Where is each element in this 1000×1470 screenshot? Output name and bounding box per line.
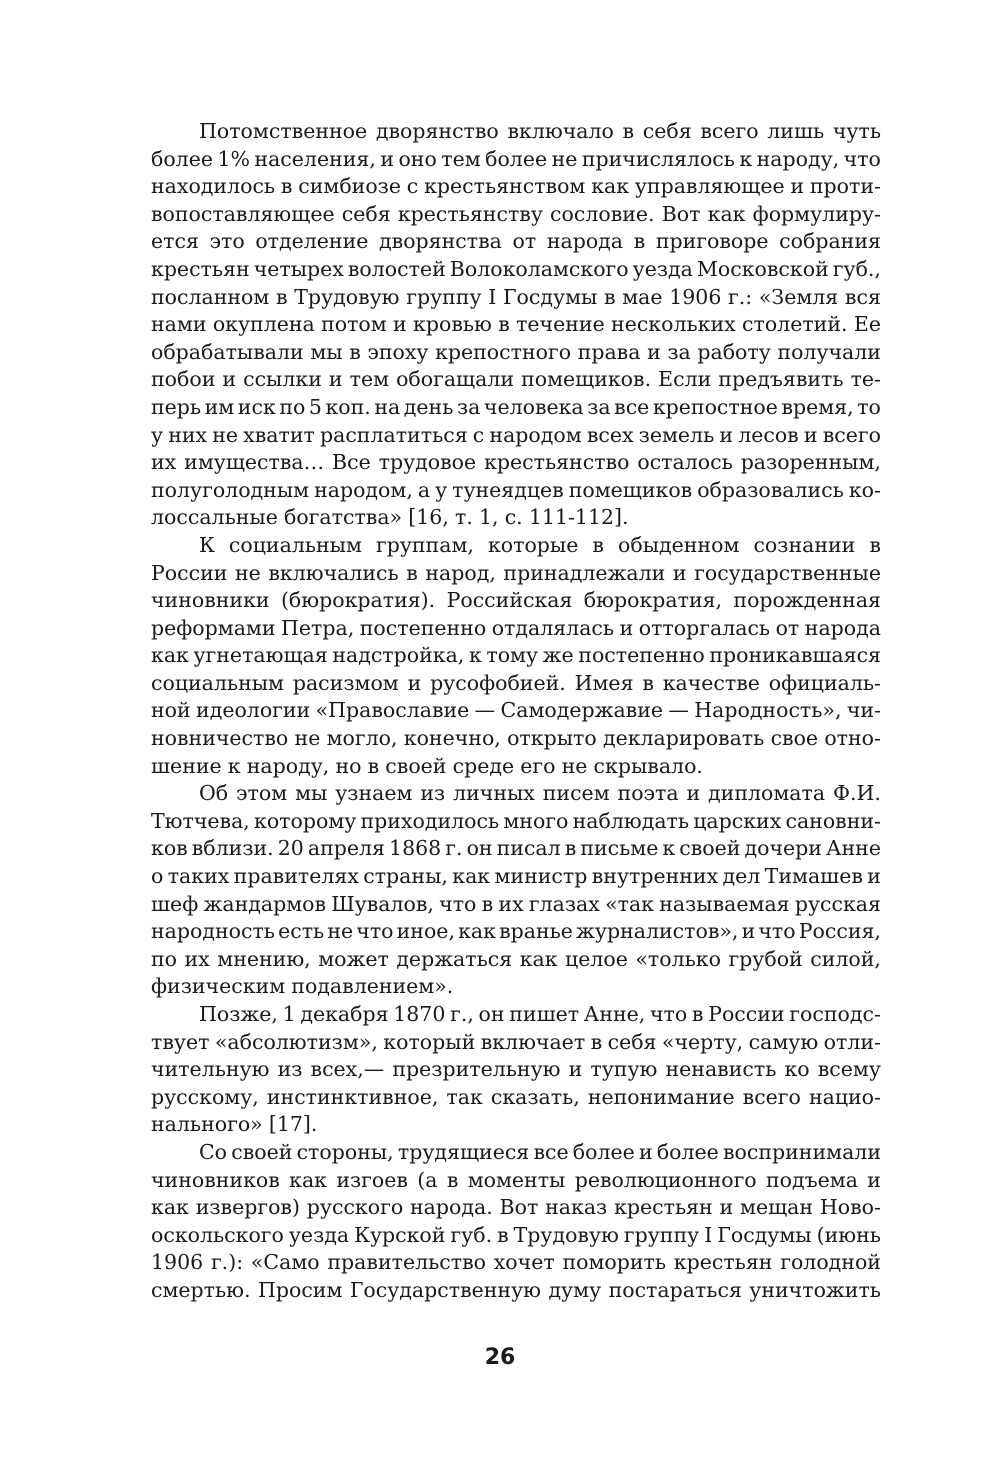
text-line: новничество не могло, конечно, открыто декларировать свое отно- [151,726,881,751]
text-line: физическим подавлением». [151,974,454,999]
text-line: чительную из всех,— презрительную и тупую ненависть ко всему [151,1057,881,1082]
text-line: России не включались в народ, принадлежали и государственные [151,560,881,585]
text-line: посланном в Трудовую группу I Госдумы в мае 1906 г.: «Земля вся [151,284,881,309]
text-line: находилось в симбиозе с крестьянством как управляющее и проти- [151,174,881,199]
text-line: чиновники (бюрократия). Российская бюрократия, порожденная [151,588,881,613]
text-line: Со своей стороны, трудящиеся все более и более воспринимали [199,1139,881,1164]
paragraph [151,1139,881,1305]
paragraph [151,118,881,532]
text-line: перь им иск по 5 коп. на день за человека за все крепостное время, то [151,394,881,419]
text-line: реформами Петра, постепенно отдалялась и отторгалась от народа [151,615,881,640]
paragraph [151,780,881,1001]
text-line: лоссальные богатства» [16, т. 1, с. 111-112]. [151,505,629,530]
text-line: 1906 г.): «Само правительство хочет поморить крестьян голодной [151,1250,881,1275]
text-line: крестьян четырех волостей Волоколамского уезда Московской губ., [151,256,881,281]
text-line: их имущества… Все трудовое крестьянство осталось разоренным, [151,450,881,475]
text-line: нами окуплена потом и кровью в течение нескольких столетий. Ее [151,312,881,337]
text-line: шение к народу, но в своей среде его не скрывало. [151,753,703,778]
text-line: твует «абсолютизм», который включает в себя «черту, самую отли- [151,1029,881,1054]
text-line: чиновников как изгоев (а в моменты революционного подъема и [151,1167,881,1192]
text-line: социальным расизмом и русофобией. Имея в качестве официаль- [151,670,881,695]
text-line: ков вблизи. 20 апреля 1868 г. он писал в письме к своей дочери Анне [151,836,881,861]
text-line: нального» [17]. [151,1112,318,1137]
text-line: Тютчева, которому приходилось много наблюдать царских сановни- [151,808,881,833]
body-text [151,118,881,1305]
text-line: русскому, инстинктивное, так сказать, непонимание всего нацио- [151,1084,881,1109]
text-line: смертью. Просим Государственную думу постараться уничтожить [151,1277,881,1302]
text-line: как угнетающая надстройка, к тому же постепенно проникавшаяся [151,643,881,668]
text-line: у них не хватит расплатиться с народом всех земель и лесов и всего [151,422,881,447]
text-line: обрабатывали мы в эпоху крепостного права и за работу получали [151,339,881,364]
text-line: побои и ссылки и тем обогащали помещиков. Если предъявить те- [151,367,881,392]
text-line: по их мнению, может держаться как целое «только грубой силой, [151,946,881,971]
paragraph [151,1001,881,1139]
text-line: вопоставляющее себя крестьянству сословие. Вот как формулиру- [151,201,881,226]
text-line: ется это отделение дворянства от народа в приговоре собрания [151,229,881,254]
text-line: Потомственное дворянство включало в себя всего лишь чуть [199,119,881,143]
text-line: К социальным группам, которые в обыденном сознании в [199,532,881,557]
text-line: народность есть не что иное, как вранье журналистов», и что Россия, [151,919,881,944]
paragraph [151,532,881,780]
text-line: о таких правителях страны, как министр внутренних дел Тимашев и [151,864,881,889]
text-line: оскольского уезда Курской губ. в Трудовую группу I Госдумы (июнь [151,1222,881,1247]
text-line: Позже, 1 декабря 1870 г., он пишет Анне, что в России господс- [199,1002,881,1026]
text-line: ной идеологии «Православие — Самодержавие — Народность», чи- [151,698,881,723]
text-line: шеф жандармов Шувалов, что в их глазах «так называемая русская [151,891,881,916]
page-number: 26 [484,1345,516,1370]
text-line: полуголодным народом, а у тунеядцев помещиков образовались ко- [151,477,881,502]
text-line: Об этом мы узнаем из личных писем поэта и дипломата Ф.И. [199,781,881,806]
text-line: как извергов) русского народа. Вот наказ крестьян и мещан Ново- [151,1195,881,1220]
text-line: более 1% населения, и оно тем более не причислялось к народу, что [151,146,881,171]
